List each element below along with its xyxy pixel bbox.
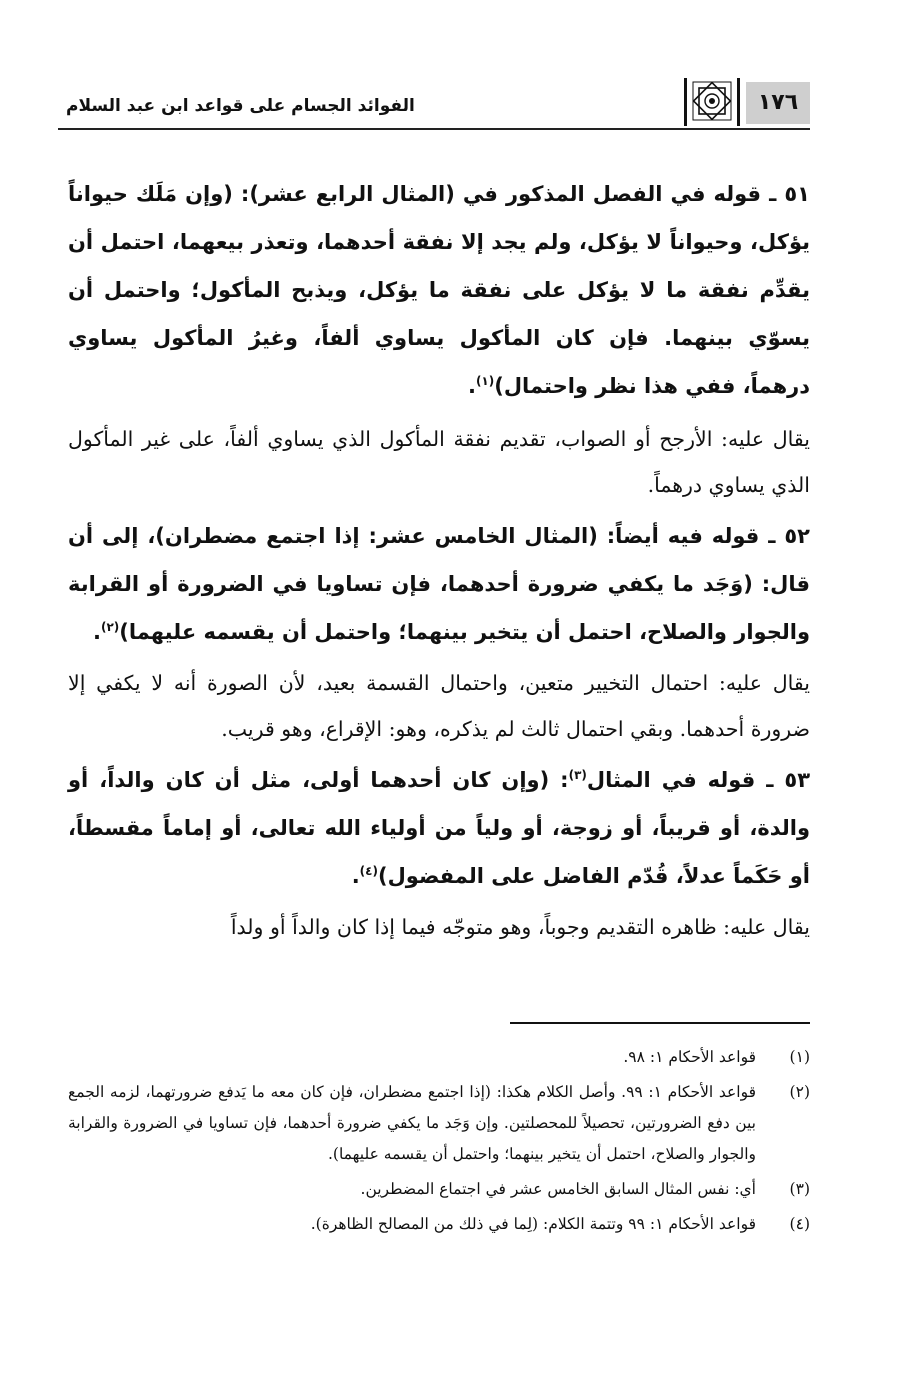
page-header: [58, 78, 810, 136]
footnote-rule: [510, 1022, 810, 1024]
footnote-text: قواعد الأحكام ١: ٩٨.: [623, 1048, 756, 1066]
footnote-text: قواعد الأحكام ١: ٩٩. وأصل الكلام هكذا: (إذا اجتمع مضطران، فإن كان معه ما يَدفع ضرورتهما، لزمه الجمع بين دفع الضرورتين، تحصيلاً للمحصلتين. وإن وَجَد ما يكفي ضرورة أحدهما، فإن تساويا في الضرورة والقرابة والجوار والصلاح، احتمل أن يتخير بينهما؛ واحتمل أن يقسمه عليهما).: [68, 1083, 757, 1163]
paragraph-52: [68, 512, 810, 656]
footnote-number: (١): [789, 1048, 810, 1066]
paragraph-end: .: [351, 864, 360, 888]
footnote-number: (٤): [789, 1215, 810, 1233]
footnote-3: [68, 1174, 810, 1205]
footnote-ref-3[interactable]: (٣): [568, 768, 587, 782]
paragraph-text: ٥٢ ـ قوله فيه أيضاً: (المثال الخامس عشر: إذا اجتمع مضطران)، إلى أن قال: (وَجَد ما يكفي ضرورة أحدهما، فإن تساويا في الضرورة أو القرابة والجوار والصلاح، احتمل أن يتخير بينهما؛ واحتمل أن يقسمه عليهما): [68, 524, 810, 644]
header-rule: [58, 128, 810, 130]
footnote-ref-4[interactable]: (٤): [359, 864, 378, 878]
paragraph-51: [68, 170, 810, 410]
paragraph-end: .: [92, 620, 101, 644]
footnote-text: قواعد الأحكام ١: ٩٩ وتتمة الكلام: (لِما في ذلك من المصالح الظاهرة).: [310, 1215, 756, 1233]
ornament-icon: [684, 78, 740, 126]
footnote-number: (٢): [789, 1083, 810, 1101]
running-title: الفوائد الجسام على قواعد ابن عبد السلام: [66, 96, 415, 116]
footnote-2: [68, 1077, 810, 1170]
paragraph-text: : (وإن كان أحدهما أولى، مثل أن كان والداً، أو والدة، أو قريباً، أو زوجة، أو ولياً من أولياء الله تعالى، أو إماماً مقسطاً، أو حَكَماً عدلاً، قُدّم الفاضل على المفضول): [68, 768, 810, 888]
paragraph-text: ٥٣ ـ قوله في المثال: [586, 768, 811, 792]
paragraph-commentary-53: يقال عليه: ظاهره التقديم وجوباً، وهو متوجّه فيما إذا كان والداً أو ولداً: [230, 915, 810, 939]
footnote-text: أي: نفس المثال السابق الخامس عشر في اجتماع المضطرين.: [360, 1180, 756, 1198]
paragraph-commentary-51: يقال عليه: الأرجح أو الصواب، تقديم نفقة المأكول الذي يساوي ألفاً، على غير المأكول الذي يساوي درهماً.: [68, 427, 810, 497]
page-number: ١٧٦: [746, 82, 810, 124]
footnote-number: (٣): [789, 1180, 810, 1198]
paragraph-text: ٥١ ـ قوله في الفصل المذكور في (المثال الرابع عشر): (وإن مَلَك حيواناً يؤكل، وحيواناً لا يؤكل، ولم يجد إلا نفقة أحدهما، وتعذر بيعهما، احتمل أن يقدِّم نفقة ما لا يؤكل على نفقة ما يؤكل، ويذبح المأكول؛ واحتمل أن يسوّي بينهما. فإن كان المأكول يساوي ألفاً، وغيرُ المأكول يساوي درهماً، ففي هذا نظر واحتمال): [68, 182, 810, 398]
paragraph-commentary-52: يقال عليه: احتمال التخيير متعين، واحتمال القسمة بعيد، لأن الصورة أنه لا يكفي إلا ضرورة أحدهما. وبقي احتمال ثالث لم يذكره، وهو: الإقراع، وهو قريب.: [68, 671, 810, 741]
paragraph-end: .: [467, 374, 476, 398]
footnote-4: [68, 1209, 810, 1240]
footnotes: [68, 1042, 810, 1244]
footnote-ref-2[interactable]: (٢): [100, 620, 120, 634]
main-text: [68, 170, 810, 950]
paragraph-53: [68, 756, 810, 900]
footnote-1: [68, 1042, 810, 1073]
footnote-ref-1[interactable]: (١): [475, 374, 495, 388]
